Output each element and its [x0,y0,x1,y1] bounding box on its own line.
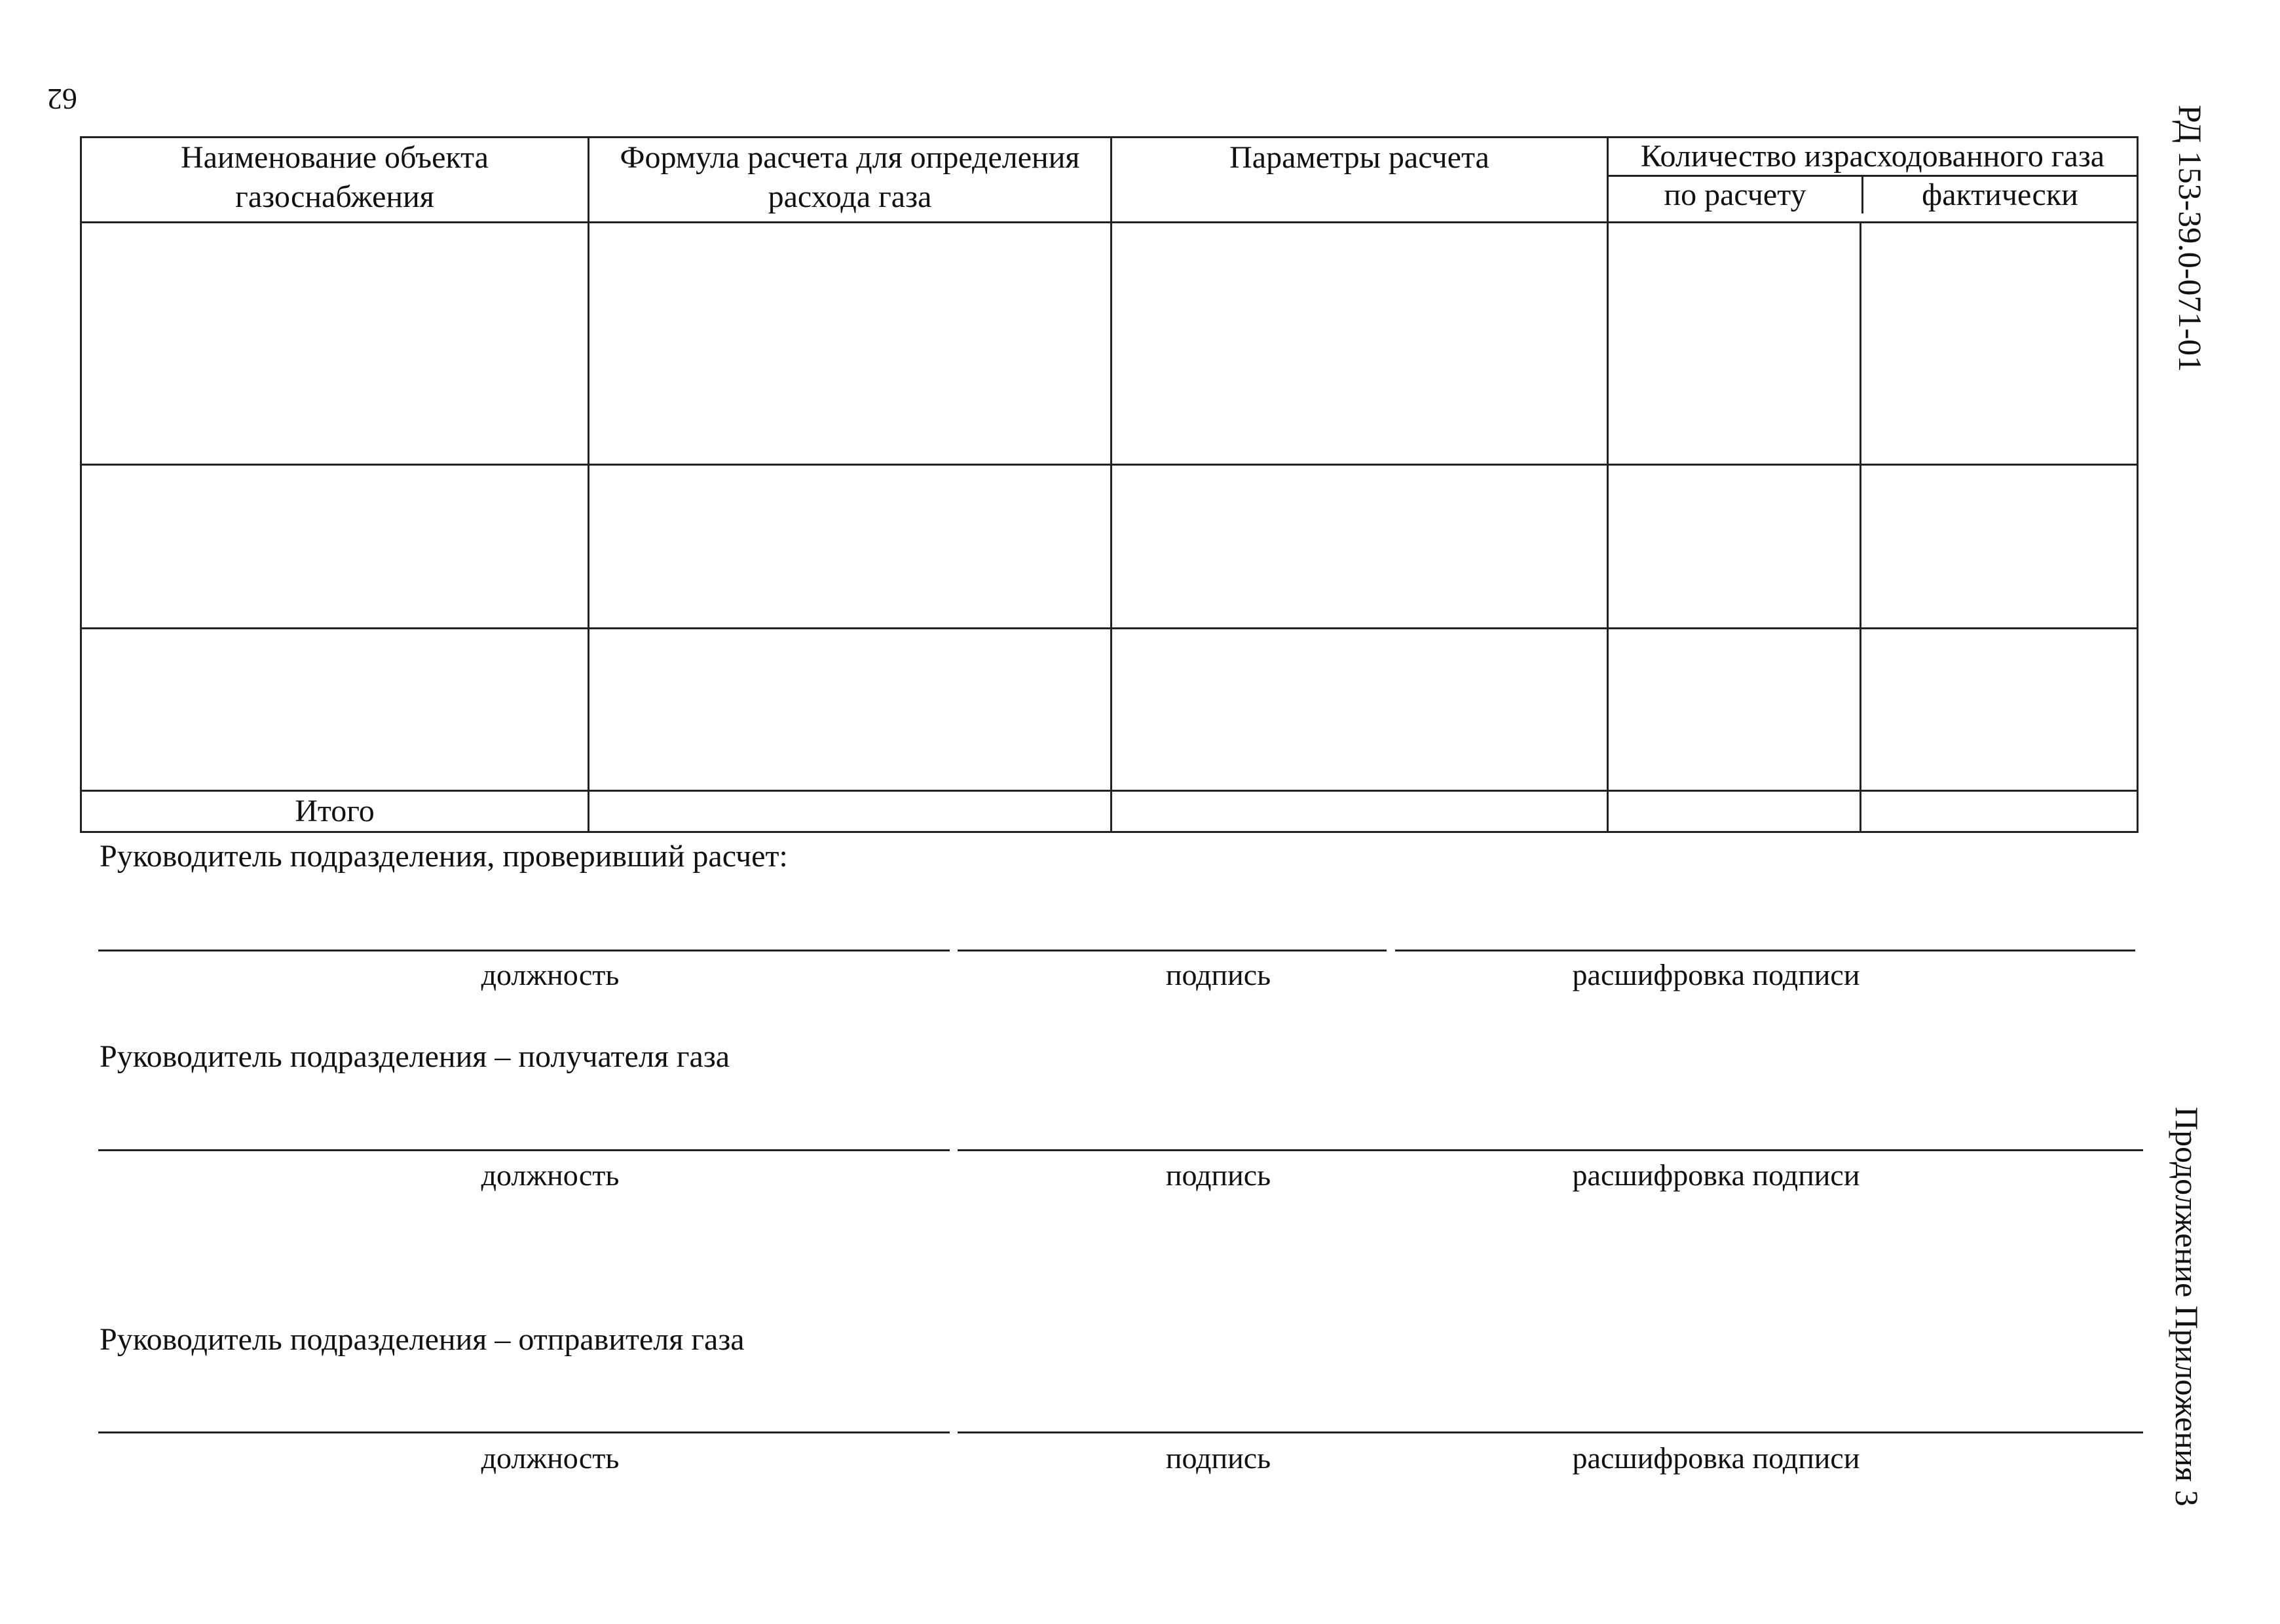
signature-heading: Руководитель подразделения – отправителя газа [100,1322,745,1357]
table-row [81,465,2138,629]
position-caption: должность [481,1158,620,1192]
total-label: Итого [81,791,589,832]
page-number: 62 [47,83,77,116]
position-line[interactable] [98,1431,950,1433]
cell-by-calc [1608,629,1861,791]
total-actual [1861,791,2138,832]
cell-actual [1861,465,2138,629]
header-gas-quantity-subheaders [1609,177,2137,213]
table-total-row [81,791,2138,832]
cell-parameters [1112,465,1608,629]
decoding-caption: расшифровка подписи [1572,958,1860,991]
signature-line[interactable] [958,1431,2143,1433]
signature-line[interactable] [958,1149,2143,1151]
header-formula: Формула расчета для определения расхода газа [589,138,1112,223]
document-code: РД 153-39.0-071-01 [2172,105,2209,373]
header-gas-quantity-title: Количество израсходованного газа [1609,138,2137,177]
cell-object-name [81,465,589,629]
cell-actual [1861,629,2138,791]
cell-formula [589,629,1112,791]
signature-caption: подпись [1165,958,1271,991]
position-line[interactable] [98,1149,950,1151]
cell-parameters [1112,629,1608,791]
decoding-line[interactable] [1395,950,2135,951]
signature-heading: Руководитель подразделения – получателя газа [100,1039,730,1074]
header-gas-quantity [1608,138,2138,223]
position-line[interactable] [98,950,950,951]
decoding-caption: расшифровка подписи [1572,1158,1860,1192]
cell-by-calc [1608,223,1861,465]
total-by-calc [1608,791,1861,832]
signature-caption: подпись [1165,1441,1271,1475]
cell-actual [1861,223,2138,465]
total-parameters [1112,791,1608,832]
total-formula [589,791,1112,832]
gas-consumption-table [80,136,2139,833]
cell-by-calc [1608,465,1861,629]
table-row [81,223,2138,465]
table-row [81,629,2138,791]
signature-heading: Руководитель подразделения, проверивший расчет: [100,839,788,874]
position-caption: должность [481,1441,620,1475]
appendix-continuation-note: Продолжение Приложения 3 [2169,1107,2205,1507]
signature-line[interactable] [958,950,1387,951]
cell-object-name [81,629,589,791]
cell-formula [589,223,1112,465]
position-caption: должность [481,958,620,991]
header-actual: фактически [1922,177,2078,212]
header-object-name: Наименование объекта газоснабжения [81,138,589,223]
header-by-calc: по расчету [1609,177,1863,213]
cell-formula [589,465,1112,629]
table-header-row [81,138,2138,223]
cell-parameters [1112,223,1608,465]
header-parameters: Параметры расчета [1112,138,1608,223]
cell-object-name [81,223,589,465]
signature-caption: подпись [1165,1158,1271,1192]
decoding-caption: расшифровка подписи [1572,1441,1860,1475]
